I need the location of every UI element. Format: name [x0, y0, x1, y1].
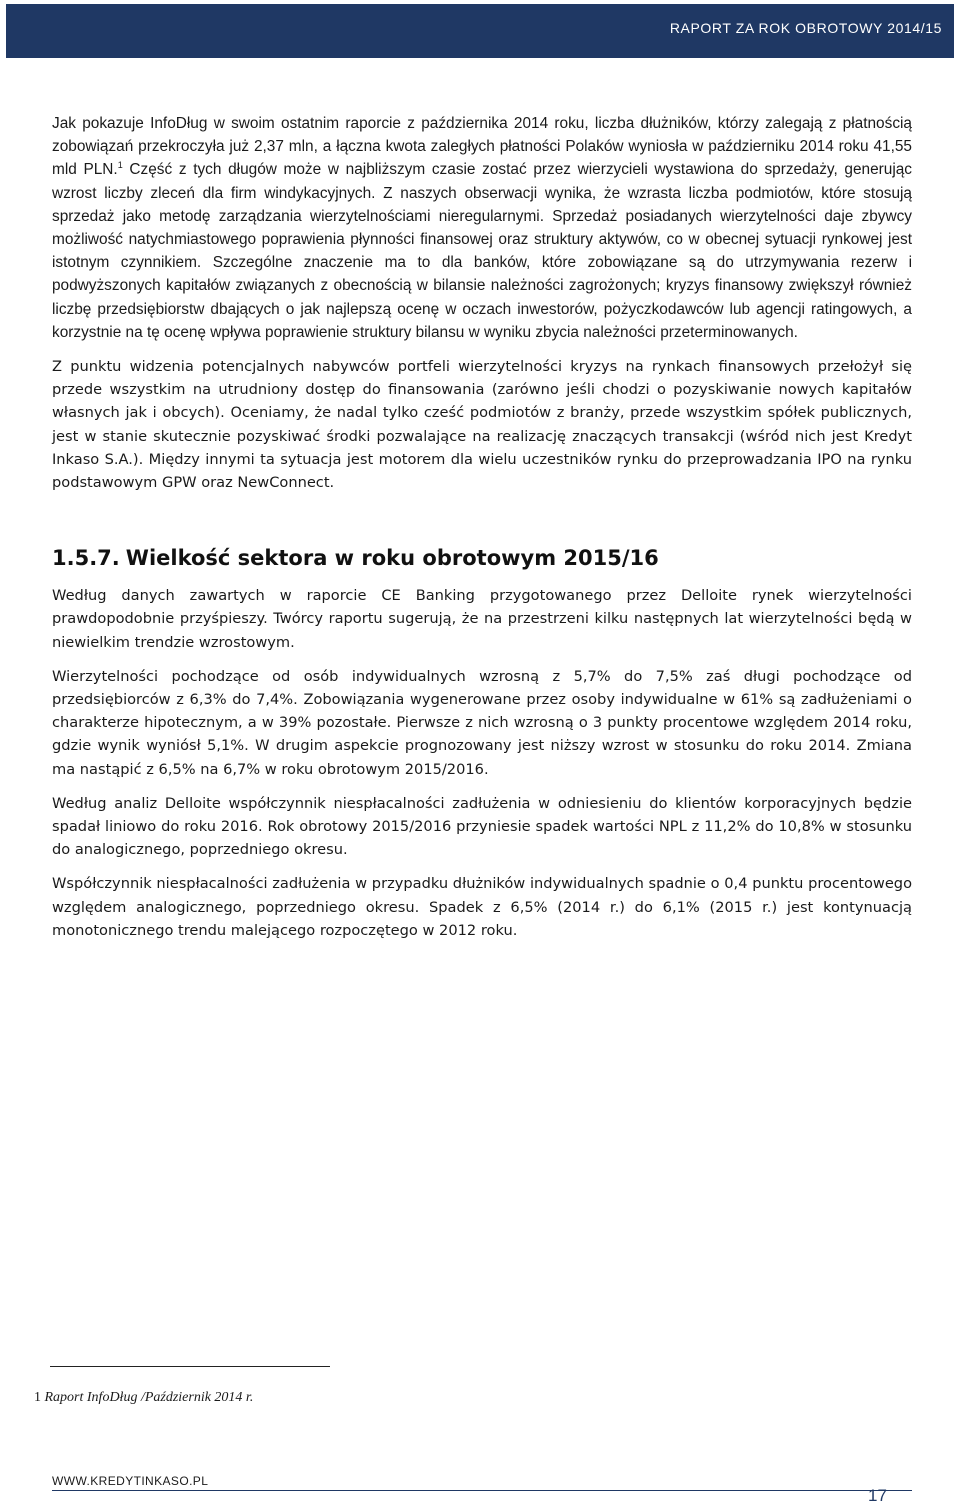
- paragraph: Według danych zawartych w raporcie CE Banking przygotowanego przez Delloite rynek wierzytelności prawdopodobnie przyśpieszy. Twórcy raportu sugerują, że na przestrzeni kilku następnych lat wierzytelności będą w niewielkim trendzie wzrostowym.: [52, 587, 912, 651]
- footnote: [34, 1390, 253, 1406]
- footnote-divider: [50, 1366, 330, 1367]
- paragraph: [52, 112, 912, 344]
- footnote-number: 1: [34, 1390, 41, 1405]
- section-number: 1.5.7.: [52, 546, 120, 571]
- paragraph-text: Część z tych długów może w najbliższym czasie zostać przez wierzycieli wystawiona do sprzedaży, generując wzrost liczby zleceń dla firm windykacyjnych. Z naszych obserwacji wynika, że wzrasta liczba podmiotów, które stosują sprzedaż jako metodę zarządzania wierzytelnościami nieregularnymi. Sprzedaż posiadanych wierzytelności daje zbywcy możliwość natychmiastowego poprawienia płynności finansowej oraz struktury aktywów, co w obecnej sytuacji rynkowej jest istotnym czynnikiem. Szczególne znaczenie ma to dla banków, które zobowiązane są do utrzymywania rezerw i podwyższonych kapitałów związanych z obecnością w bilansie należności zagrożonych; kryzys finansowy zwiększył również liczbę przedsiębiorstw dbających o jak najlepszą ocenę w oczach inwestorów, pożyczkodawców lub agencji ratingowych, a korzystnie na tę ocenę wpływa poprawienie struktury bilansu w wyniku zbycia należności przeterminowanych.: [52, 161, 913, 341]
- report-title: RAPORT ZA ROK OBROTOWY 2014/15: [669, 20, 942, 36]
- footnote-reference[interactable]: 1: [117, 160, 123, 171]
- document-body: [52, 112, 912, 942]
- header-bar: [6, 4, 954, 58]
- paragraph: Współczynnik niespłacalności zadłużenia w przypadku dłużników indywidualnych spadnie o 0,4 punktu procentowego względem analogicznego, poprzedniego okresu. Spadek z 6,5% (2014 r.) do 6,1% (2015 r.) jest kontynuacją monotonicznego trendu malejącego rozpoczętego w 2012 roku.: [52, 875, 912, 939]
- paragraph: Z punktu widzenia potencjalnych nabywców portfeli wierzytelności kryzys na rynkach finansowych przełożył się przede wszystkim na utrudniony dostęp do finansowania (zarówno jeśli chodzi o pozyskiwanie nowych kapitałów własnych jak i obcych). Oceniamy, że nadal tylko cześć podmiotów z branży, przede wszystkim spółek publicznych, jest w stanie skutecznie pozyskiwać środki pozwalające na realizację znaczących transakcji (wśród nich jest Kredyt Inkaso S.A.). Między innymi ta sytuacja jest motorem dla wielu uczestników rynku do przeprowadzania IPO na rynku podstawowym GPW oraz NewConnect.: [52, 358, 912, 492]
- footer-website-link[interactable]: WWW.KREDYTINKASO.PL: [52, 1474, 209, 1488]
- footer-divider: [52, 1490, 912, 1491]
- footnote-source: Raport InfoDług /Październik 2014 r.: [44, 1390, 254, 1405]
- page-number: 17: [868, 1486, 887, 1505]
- paragraph: Wierzytelności pochodzące od osób indywidualnych wzrosną z 5,7% do 7,5% zaś długi pochodzące od przedsiębiorców z 6,3% do 7,4%. Zobowiązania wygenerowane przez osoby indywidualne w 61% są zadłużeniami o charakterze hipotecznym, a w 39% pozostałe. Pierwsze z nich wzrosną o 3 punkty procentowe względem 2014 roku, gdzie wynik wyniósł 5,1%. W drugim aspekcie prognozowany jest niższy wzrost w stosunku do roku 2014. Zmiana ma nastąpić z 6,5% na 6,7% w roku obrotowym 2015/2016.: [52, 667, 912, 778]
- section-title: Wielkość sektora w roku obrotowym 2015/16: [125, 546, 659, 571]
- section-heading: [52, 544, 912, 572]
- paragraph-text: Jak pokazuje InfoDług w swoim ostatnim raporcie z października 2014 roku, liczba dłużników, którzy zalegają z płatnością zobowiązań przekroczyła już 2,37 mln, a łączna kwota zaległych płatności Polaków wyniosła w październiku 2014 roku 41,55 mld PLN.: [52, 115, 912, 179]
- paragraph: Według analiz Delloite współczynnik niespłacalności zadłużenia w odniesieniu do klientów korporacyjnych będzie spadał liniowo do roku 2016. Rok obrotowy 2015/2016 przyniesie spadek wartości NPL z 11,2% do 10,8% w stosunku do analogicznego, poprzedniego okresu.: [52, 794, 912, 859]
